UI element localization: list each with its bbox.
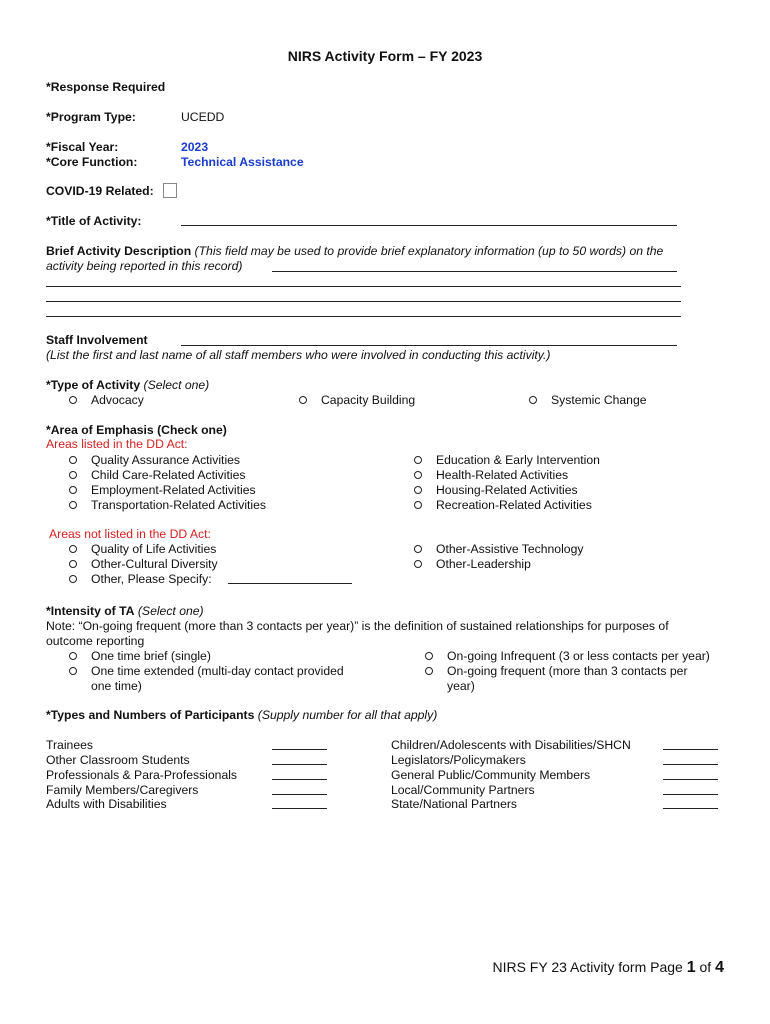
area-option: Quality Assurance Activities [91,453,241,467]
area-option: Child Care-Related Activities [91,468,246,482]
program-type-label: *Program Type: [46,110,136,124]
brief-description-note-2: activity being reported in this record) [46,259,243,273]
participant-type: Family Members/Caregivers [46,783,199,797]
participant-count-field[interactable] [272,764,327,765]
area-option: Health-Related Activities [436,468,569,482]
area-option: Quality of Life Activities [91,542,217,556]
intensity-note-2: outcome reporting [46,634,145,648]
page-footer [492,959,724,977]
title-activity-label: *Title of Activity: [46,214,142,228]
participant-type: Trainees [46,738,93,752]
staff-involvement-field[interactable] [181,345,677,346]
core-function-value: Technical Assistance [181,155,304,169]
area-option: Transportation-Related Activities [91,498,266,512]
fiscal-year-label: *Fiscal Year: [46,140,119,154]
area-option: Other-Leadership [436,557,531,571]
radio-ongoing-infrequent[interactable] [425,652,433,660]
radio-area[interactable] [69,486,77,494]
brief-description-line-3[interactable] [46,301,681,302]
participant-count-field[interactable] [663,779,718,780]
footer-page-total: 4 [715,959,724,976]
brief-description-label: Brief Activity Description [46,244,192,258]
title-activity-field[interactable] [181,225,677,226]
program-type-value: UCEDD [181,110,225,124]
participant-count-field[interactable] [272,808,327,809]
participants-heading [46,708,437,723]
area-option: Other, Please Specify: [91,572,212,586]
radio-systemic-change[interactable] [529,396,537,404]
participant-type: Adults with Disabilities [46,797,167,811]
radio-area[interactable] [69,471,77,479]
radio-area[interactable] [414,545,422,553]
footer-of: of [695,959,716,975]
intensity-heading [46,604,204,619]
option-advocacy: Advocacy [91,393,144,407]
participant-type: Local/Community Partners [391,783,535,797]
type-activity-heading [46,378,209,393]
covid-label: COVID-19 Related: [46,184,154,198]
intensity-hint: (Select one) [137,604,204,618]
participant-type: Legislators/Policymakers [391,753,526,767]
participant-count-field[interactable] [663,749,718,750]
radio-one-time-brief[interactable] [69,652,77,660]
intensity-option-cont: one time) [91,679,142,693]
intensity-option: One time brief (single) [91,649,211,663]
areas-listed-heading: Areas listed in the DD Act: [46,437,188,451]
intensity-note-1: Note: “On-going frequent (more than 3 contacts per year)” is the definition of sustained relationships for purposes of [46,619,669,633]
brief-description-line-2[interactable] [46,286,681,287]
participant-type: State/National Partners [391,797,518,811]
radio-area[interactable] [69,545,77,553]
brief-description-heading [46,244,663,259]
type-activity-label: *Type of Activity [46,378,141,392]
participant-count-field[interactable] [272,749,327,750]
radio-one-time-extended[interactable] [69,667,77,675]
radio-area[interactable] [414,501,422,509]
participant-type: Professionals & Para-Professionals [46,768,238,782]
area-option: Housing-Related Activities [436,483,578,497]
participant-count-field[interactable] [272,794,327,795]
specify-field[interactable] [228,583,352,584]
area-option: Other-Cultural Diversity [91,557,218,571]
form-title: NIRS Activity Form – FY 2023 [287,48,483,64]
footer-text: NIRS FY 23 Activity form Page [492,959,687,975]
participants-hint: (Supply number for all that apply) [257,708,438,722]
area-option: Employment-Related Activities [91,483,256,497]
participant-type: Other Classroom Students [46,753,190,767]
area-option: Recreation-Related Activities [436,498,592,512]
core-function-label: *Core Function: [46,155,138,169]
participants-label: *Types and Numbers of Participants [46,708,255,722]
covid-checkbox[interactable] [163,183,177,198]
area-option: Other-Assistive Technology [436,542,584,556]
brief-description-line-4[interactable] [46,316,681,317]
radio-area[interactable] [69,560,77,568]
response-required-note: *Response Required [46,80,166,94]
fiscal-year-value: 2023 [181,140,209,154]
radio-area[interactable] [414,560,422,568]
intensity-label: *Intensity of TA [46,604,135,618]
brief-description-note: (This field may be used to provide brief explanatory information (up to 50 words) on the [194,244,664,258]
option-systemic-change: Systemic Change [551,393,647,407]
area-option: Education & Early Intervention [436,453,600,467]
participant-count-field[interactable] [663,794,718,795]
participant-count-field[interactable] [663,764,718,765]
areas-not-listed-heading: Areas not listed in the DD Act: [49,527,211,541]
intensity-option: One time extended (multi-day contact provided [91,664,344,678]
radio-area[interactable] [69,575,77,583]
radio-area[interactable] [414,471,422,479]
radio-area[interactable] [414,456,422,464]
radio-advocacy[interactable] [69,396,77,404]
type-activity-hint: (Select one) [143,378,210,392]
participant-type: Children/Adolescents with Disabilities/SHCN [391,738,631,752]
radio-area[interactable] [69,456,77,464]
staff-involvement-label: Staff Involvement [46,333,148,347]
area-emphasis-label: *Area of Emphasis (Check one) [46,423,227,437]
option-capacity-building: Capacity Building [321,393,416,407]
staff-involvement-note: (List the first and last name of all staff members who were involved in conducting this activity.) [46,348,551,362]
participant-type: General Public/Community Members [391,768,591,782]
intensity-option: On-going Infrequent (3 or less contacts per year) [447,649,710,663]
footer-page-number: 1 [686,959,696,976]
radio-area[interactable] [414,486,422,494]
radio-area[interactable] [69,501,77,509]
intensity-option: On-going frequent (more than 3 contacts per [447,664,688,678]
participant-count-field[interactable] [663,808,718,809]
participant-count-field[interactable] [272,779,327,780]
radio-capacity-building[interactable] [299,396,307,404]
radio-ongoing-frequent[interactable] [425,667,433,675]
brief-description-line-1[interactable] [272,271,677,272]
intensity-option-cont: year) [447,679,475,693]
